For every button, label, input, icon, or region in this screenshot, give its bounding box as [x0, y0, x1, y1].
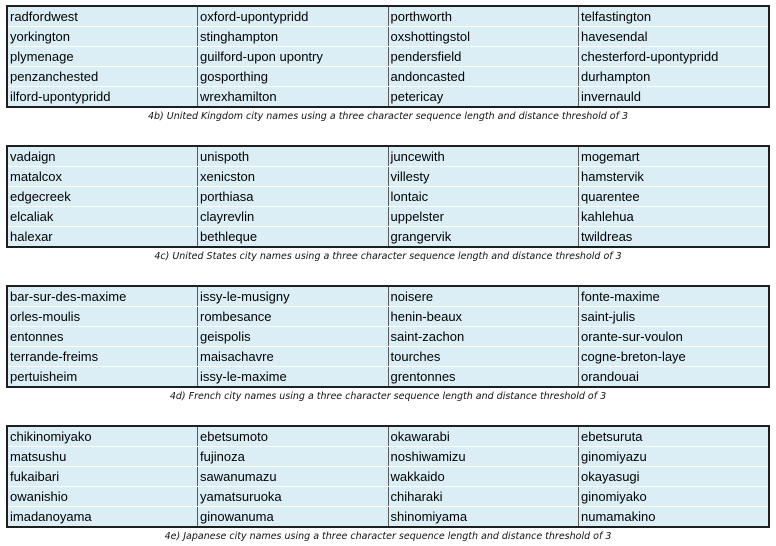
table-row: [7, 347, 769, 367]
table-cell: pertuisheim: [7, 367, 198, 388]
table-row: [7, 487, 769, 507]
table-cell: noshiwamizu: [388, 447, 579, 467]
table-cell: fonte-maxime: [579, 286, 770, 307]
table-cell: yorkington: [7, 27, 198, 47]
table-row: [7, 6, 769, 27]
table-cell: oxford-upontypridd: [198, 6, 389, 27]
table-cell: chikinomiyako: [7, 426, 198, 447]
table-cell: bar-sur-des-maxime: [7, 286, 198, 307]
table-row: [7, 187, 769, 207]
table-caption: 4d) French city names using a three character sequence length and distance threshold of 3: [169, 391, 607, 402]
table-cell: edgecreek: [7, 187, 198, 207]
table-cell: guilford-upon upontry: [198, 47, 389, 67]
table-cell: porthworth: [388, 6, 579, 27]
table-cell: okawarabi: [388, 426, 579, 447]
table-cell: oxshottingstol: [388, 27, 579, 47]
table-cell: imadanoyama: [7, 507, 198, 528]
table-row: [7, 327, 769, 347]
table-cell: shinomiyama: [388, 507, 579, 528]
table-cell: halexar: [7, 227, 198, 248]
table-cell: cogne-breton-laye: [579, 347, 770, 367]
table-cell: chiharaki: [388, 487, 579, 507]
table-cell: orante-sur-voulon: [579, 327, 770, 347]
table-row: [7, 467, 769, 487]
jp-names-block: [6, 425, 770, 544]
table-cell: gosporthing: [198, 67, 389, 87]
table-cell: issy-le-musigny: [198, 286, 389, 307]
table-cell: wrexhamilton: [198, 87, 389, 108]
table-cell: saint-zachon: [388, 327, 579, 347]
table-cell: uppelster: [388, 207, 579, 227]
us-names-table: [6, 145, 770, 248]
table-cell: ebetsuruta: [579, 426, 770, 447]
table-cell: ilford-upontypridd: [7, 87, 198, 108]
fr-names-table: [6, 285, 770, 388]
uk-names-block: [6, 5, 770, 124]
table-row: [7, 87, 769, 108]
table-caption: 4e) Japanese city names using a three character sequence length and distance threshold of 3: [164, 531, 612, 542]
table-cell: ginomiyako: [579, 487, 770, 507]
table-cell: owanishio: [7, 487, 198, 507]
table-cell: petericay: [388, 87, 579, 108]
table-cell: okayasugi: [579, 467, 770, 487]
table-cell: matsushu: [7, 447, 198, 467]
table-cell: grangervik: [388, 227, 579, 248]
table-caption: 4c) United States city names using a three character sequence length and distance threshold of 3: [154, 251, 622, 262]
table-cell: matalcox: [7, 167, 198, 187]
us-names-block: [6, 145, 770, 264]
table-cell: penzanchested: [7, 67, 198, 87]
table-row: [7, 67, 769, 87]
table-row: [7, 367, 769, 388]
table-row: [7, 146, 769, 167]
table-row: [7, 207, 769, 227]
table-cell: yamatsuruoka: [198, 487, 389, 507]
table-cell: twildreas: [579, 227, 770, 248]
table-cell: entonnes: [7, 327, 198, 347]
table-cell: saint-julis: [579, 307, 770, 327]
table-cell: pendersfield: [388, 47, 579, 67]
table-cell: bethleque: [198, 227, 389, 248]
table-cell: unispoth: [198, 146, 389, 167]
table-cell: tourches: [388, 347, 579, 367]
table-cell: andoncasted: [388, 67, 579, 87]
fr-names-block: [6, 285, 770, 404]
table-cell: geispolis: [198, 327, 389, 347]
table-cell: xenicston: [198, 167, 389, 187]
table-cell: elcaliak: [7, 207, 198, 227]
table-cell: noisere: [388, 286, 579, 307]
table-row: [7, 426, 769, 447]
table-cell: lontaic: [388, 187, 579, 207]
table-cell: issy-le-maxime: [198, 367, 389, 388]
table-cell: telfastington: [579, 6, 770, 27]
table-cell: ebetsumoto: [198, 426, 389, 447]
table-cell: durhampton: [579, 67, 770, 87]
table-cell: vadaign: [7, 146, 198, 167]
table-cell: terrande-freims: [7, 347, 198, 367]
table-cell: invernauld: [579, 87, 770, 108]
table-cell: juncewith: [388, 146, 579, 167]
table-cell: plymenage: [7, 47, 198, 67]
table-cell: wakkaido: [388, 467, 579, 487]
table-cell: fujinoza: [198, 447, 389, 467]
table-cell: numamakino: [579, 507, 770, 528]
table-cell: stinghampton: [198, 27, 389, 47]
uk-names-table: [6, 5, 770, 108]
table-cell: villesty: [388, 167, 579, 187]
table-cell: ginomiyazu: [579, 447, 770, 467]
table-row: [7, 286, 769, 307]
table-cell: grentonnes: [388, 367, 579, 388]
table-cell: rombesance: [198, 307, 389, 327]
table-caption: 4b) United Kingdom city names using a three character sequence length and distance threshold of 3: [147, 111, 629, 122]
table-cell: sawanumazu: [198, 467, 389, 487]
table-cell: henin-beaux: [388, 307, 579, 327]
table-cell: fukaibari: [7, 467, 198, 487]
table-row: [7, 307, 769, 327]
table-cell: orles-moulis: [7, 307, 198, 327]
table-cell: chesterford-upontypridd: [579, 47, 770, 67]
table-cell: quarentee: [579, 187, 770, 207]
table-cell: porthiasa: [198, 187, 389, 207]
table-cell: orandouai: [579, 367, 770, 388]
table-row: [7, 47, 769, 67]
table-row: [7, 227, 769, 248]
jp-names-table: [6, 425, 770, 528]
table-row: [7, 507, 769, 528]
table-cell: clayrevlin: [198, 207, 389, 227]
table-cell: radfordwest: [7, 6, 198, 27]
table-cell: mogemart: [579, 146, 770, 167]
table-row: [7, 447, 769, 467]
table-row: [7, 167, 769, 187]
table-row: [7, 27, 769, 47]
table-cell: havesendal: [579, 27, 770, 47]
table-cell: kahlehua: [579, 207, 770, 227]
table-cell: maisachavre: [198, 347, 389, 367]
table-cell: hamstervik: [579, 167, 770, 187]
table-cell: ginowanuma: [198, 507, 389, 528]
